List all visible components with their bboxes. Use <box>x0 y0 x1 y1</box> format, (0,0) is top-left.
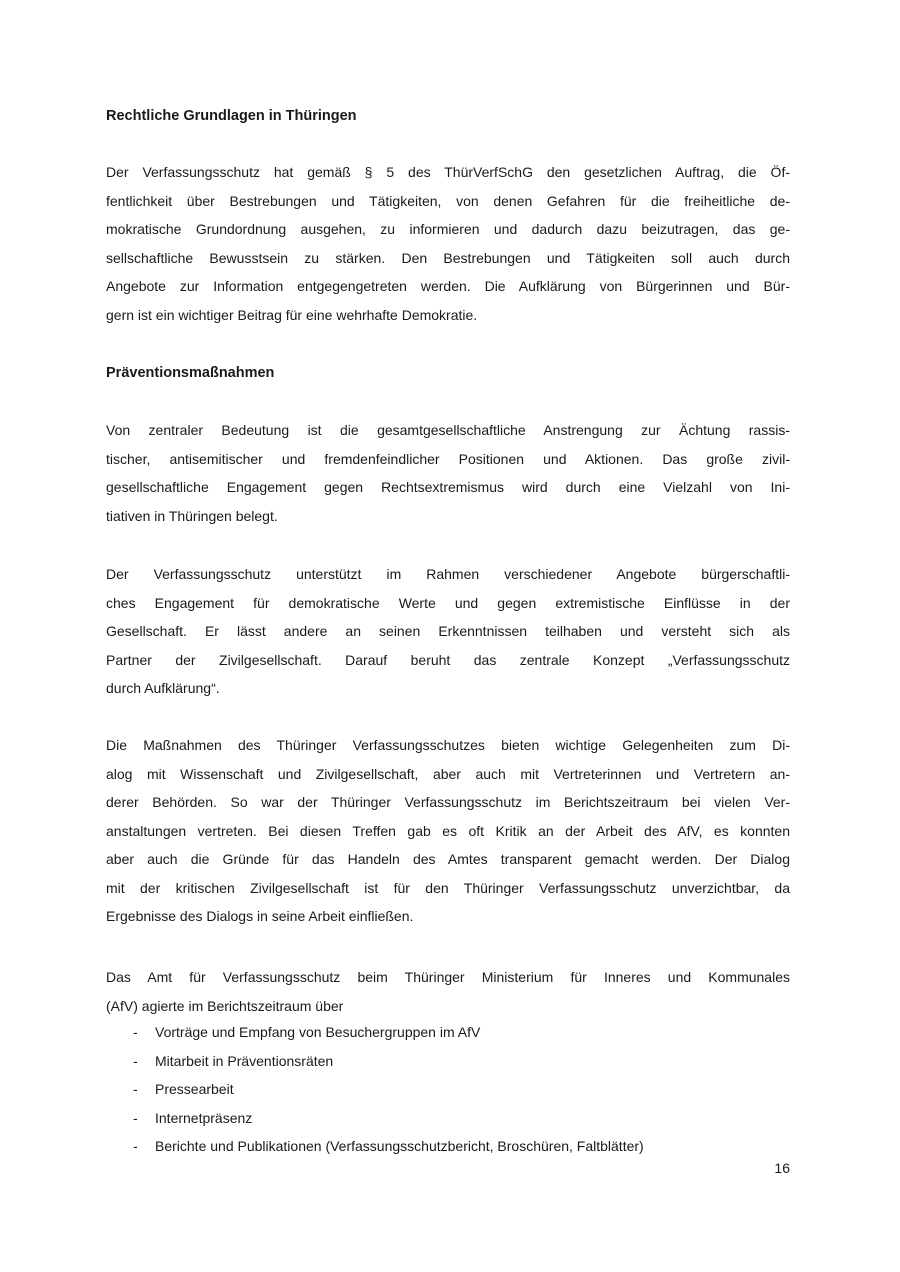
list-item-text: Vorträge und Empfang von Besuchergruppen im AfV <box>155 1024 481 1040</box>
section-heading-rechtliche-grundlagen: Rechtliche Grundlagen in Thüringen <box>106 108 357 124</box>
text-line: gesellschaftliche Engagement gegen Rechtsextremismus wird durch eine Vielzahl von Ini- <box>106 479 790 495</box>
list-item-text: Berichte und Publikationen (Verfassungsschutzbericht, Broschüren, Faltblätter) <box>155 1138 644 1154</box>
page-number: 16 <box>774 1160 790 1176</box>
text-line: Der Verfassungsschutz unterstützt im Rahmen verschiedener Angebote bürgerschaftli- <box>106 566 790 582</box>
text-line: Gesellschaft. Er lässt andere an seinen Erkenntnissen teilhaben und versteht sich als <box>106 623 790 639</box>
text-line: Die Maßnahmen des Thüringer Verfassungsschutzes bieten wichtige Gelegenheiten zum Di- <box>106 737 790 753</box>
paragraph-dialog-zivilgesellschaft <box>106 731 790 931</box>
bullet-marker: - <box>133 1138 138 1154</box>
text-line: (AfV) agierte im Berichtszeitraum über <box>106 997 344 1014</box>
text-line: tischer, antisemitischer und fremdenfeindlicher Positionen und Aktionen. Das große zivil- <box>106 450 790 467</box>
bullet-marker: - <box>133 1052 138 1069</box>
text-line: alog mit Wissenschaft und Zivilgesellschaft, aber auch mit Vertreterinnen und Vertretern an- <box>106 765 790 782</box>
text-line: anstaltungen vertreten. Bei diesen Treffen gab es oft Kritik an der Arbeit des AfV, es konnten <box>106 822 790 839</box>
bullet-marker: - <box>133 1024 138 1040</box>
list-item <box>106 1047 790 1076</box>
text-line: Partner der Zivilgesellschaft. Darauf beruht das zentrale Konzept „Verfassungsschutz <box>106 651 790 668</box>
text-line: Ergebnisse des Dialogs in seine Arbeit einfließen. <box>106 908 414 924</box>
bullet-list-afv-aktivitaeten <box>106 1018 790 1161</box>
text-line: Angebote zur Information entgegengetreten werden. Die Aufklärung von Bürgerinnen und Bür- <box>106 278 790 294</box>
bullet-marker: - <box>133 1109 138 1126</box>
text-line: ches Engagement für demokratische Werte und gegen extremistische Einflüsse in der <box>106 594 790 611</box>
list-item <box>106 1075 790 1104</box>
paragraph-afv-berichtszeitraum-intro <box>106 963 790 1020</box>
text-line: Von zentraler Bedeutung ist die gesamtgesellschaftliche Anstrengung zur Ächtung rassis- <box>106 422 790 438</box>
text-line: sellschaftliche Bewusstsein zu stärken. Den Bestrebungen und Tätigkeiten soll auch durch <box>106 249 790 266</box>
list-item-text: Pressearbeit <box>155 1081 234 1097</box>
text-line: gern ist ein wichtiger Beitrag für eine wehrhafte Demokratie. <box>106 306 478 323</box>
text-line: Das Amt für Verfassungsschutz beim Thüringer Ministerium für Inneres und Kommunales <box>106 969 790 985</box>
paragraph-gesetzlicher-auftrag <box>106 158 790 329</box>
list-item <box>106 1104 790 1133</box>
paragraph-verfassungsschutz-durch-aufklaerung <box>106 560 790 703</box>
text-line: tiativen in Thüringen belegt. <box>106 507 278 524</box>
text-line: mokratische Grundordnung ausgehen, zu informieren und dadurch dazu beizutragen, das ge- <box>106 221 790 237</box>
list-item <box>106 1018 790 1047</box>
text-line: aber auch die Gründe für das Handeln des Amtes transparent gemacht werden. Der Dialog <box>106 851 790 867</box>
text-line: mit der kritischen Zivilgesellschaft ist für den Thüringer Verfassungsschutz unverzichtbar, da <box>106 879 790 896</box>
list-item-text: Internetpräsenz <box>155 1109 253 1126</box>
list-item-text: Mitarbeit in Präventionsräten <box>155 1052 334 1069</box>
bullet-marker: - <box>133 1081 138 1097</box>
text-line: durch Aufklärung“. <box>106 680 220 696</box>
text-line: derer Behörden. So war der Thüringer Verfassungsschutz im Berichtszeitraum bei vielen Ver- <box>106 794 790 810</box>
text-line: fentlichkeit über Bestrebungen und Tätigkeiten, von denen Gefahren für die freiheitliche de- <box>106 192 790 209</box>
section-heading-praeventionsmassnahmen: Präventionsmaßnahmen <box>106 365 275 381</box>
text-line: Der Verfassungsschutz hat gemäß § 5 des ThürVerfSchG den gesetzlichen Auftrag, die Öf- <box>106 164 790 180</box>
paragraph-gesamtgesellschaftliche-anstrengung <box>106 416 790 530</box>
